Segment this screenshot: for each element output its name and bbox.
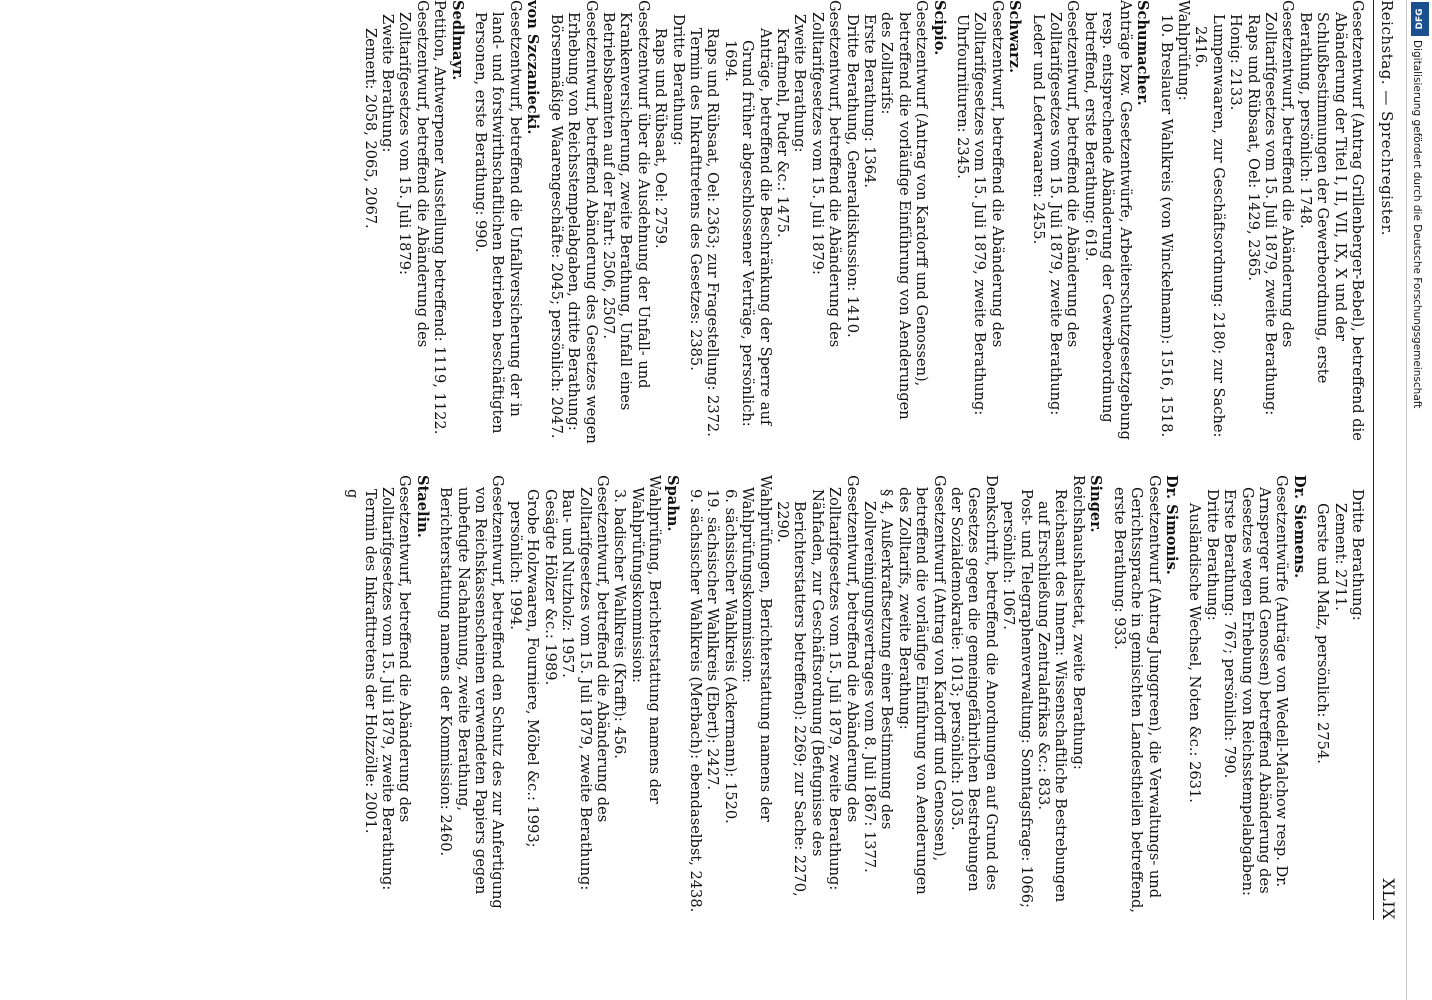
register-entry: Nähfaden, zur Geschäftsordnung (Befugnisse des Berichterstatters betreffend): 2269; zur Sache: 2270, 2290.: [774, 489, 826, 897]
register-entry: Erste Berathung: 767; persönlich: 790.: [1221, 489, 1239, 779]
register-entry: Gesetzentwurf über die Ausdehnung der Unfall- und Krankenversicherung, zweite Berathung, Unfall eines Betriebsbeamten auf der Fahrt: 2506, 2507.: [599, 0, 652, 411]
register-entry: Denkschrift, betreffend die Anordnungen auf Grund des Gesetzes gegen die gemeingefährlichen Bestrebungen der Sozialdemokratie: 1013; persönlich: 1035.: [948, 475, 1000, 892]
speaker-name: Sedlmayr.: [448, 0, 466, 81]
speaker-name: Dr. Simonis.: [1162, 475, 1180, 575]
register-entry: 9. sächsischer Wahlkreis (Merbach): ebendaselbst, 2438.: [686, 489, 704, 913]
register-entry: 3. badischer Wahlkreis (Krafft): 456.: [611, 489, 629, 759]
register-entry: Reichshaushaltsetat, zweite Berathung:: [1069, 475, 1087, 770]
register-entry: Gesetzentwurf, betreffend die Unfallversicherung der in land- und forstwirthschaftlichen Betrieben beschäftigten Personen, erste Berathung: 990.: [472, 0, 524, 434]
dfg-logo: [1411, 2, 1429, 36]
register-entry: 19. sächsischer Wahlkreis (Ebert): 2427.: [704, 489, 722, 791]
register-entry: Anträge bzw. Gesetzentwürfe, Arbeiterschutzgesetzgebung resp. entsprechende Abänderung der Gewerbeordnung betreffend, erste Berathung: 619.: [1081, 0, 1134, 440]
register-entry: Gesetzentwurf, betreffend Abänderung des Gesetzes wegen Erhebung von Reichsstempelabgaben, dritte Berathung:: [565, 0, 600, 444]
register-entry: Termin des Inkrafttretens der Holzzölle: 2001.: [361, 489, 379, 834]
register-entry: Gesetzentwurf, betreffend die Abänderung des Zolltarifgesetzes vom 15. Juli 1879, zweite Berathung:: [971, 0, 1006, 416]
register-entry: Börsenmäßige Waarengeschäfte: 2045; persönlich: 2047.: [547, 14, 565, 439]
digitization-strip: [1406, 0, 1432, 1000]
register-entry: Gesetzentwurf, betreffend die Abänderung des Zolltarifgesetzes vom 15. Juli 1879, zweite Berathung:: [379, 475, 414, 891]
register-entry: Kraftmehl, Puder &c.: 1475.: [774, 28, 791, 238]
register-entry: Dritte Berathung:: [669, 14, 687, 146]
register-entry: Gesetzentwurf, betreffend die Abänderung des Zolltarifgesetzes vom 15. Juli 1879:: [396, 0, 431, 348]
register-entry: Zweite Berathung:: [379, 14, 397, 153]
page-number: XLIX: [1379, 878, 1398, 920]
register-entry: Ausländische Wechsel, Noten &c.: 2631.: [1186, 503, 1204, 803]
register-entry: Reichsamt des Innern: Wissenschaftliche Bestrebungen auf Erschließung Zentralafrikas &c.: 833.: [1035, 489, 1070, 903]
column-left: [361, 0, 1366, 445]
register-entry: § 4, Außerkraftsetzung einer Bestimmung des Zollvereinigungsvertrages vom 8. Juli 1867: 1377.: [861, 489, 896, 873]
speaker-name: Spahn.: [663, 475, 681, 532]
register-entry: Zweite Berathung:: [791, 14, 809, 153]
register-entry: Gerste und Malz, persönlich: 2754.: [1314, 503, 1332, 764]
register-entry: Termin des Inkrafttretens des Gesetzes: 2385.: [686, 28, 704, 371]
register-entry: 10. Breslauer Wahlkreis (von Winckelmann): 1516, 1518.: [1157, 14, 1175, 438]
digitization-credit: Digitalisierung gefördert durch die Deutsche Forschungsgemeinschaft: [1411, 40, 1423, 409]
register-entry: Gesägte Hölzer &c.: 1989.: [541, 489, 559, 686]
dfg-logo-text: DFG: [1415, 8, 1425, 30]
register-entry: Post- und Telegraphenverwaltung: Sonntagsfrage: 1066; persönlich: 1067.: [1000, 489, 1035, 908]
register-entry: Raps und Rübsaat, Oel: 2759.: [652, 28, 670, 249]
register-entry: Raps und Rübsaat, Oel: 2363; zur Fragestellung: 2372.: [704, 28, 722, 437]
rotated-page: [30, 0, 1410, 940]
register-entry: g: [344, 489, 362, 499]
register-entry: Gesetzentwurf, betreffend die Abänderung des Zolltarifgesetzes vom 15. Juli 1879:: [808, 0, 844, 348]
register-entry: Gesetzentwurf, betreffend die Abänderung des Zolltarifgesetzes vom 15. Juli 1879, zweite Berathung:: [1047, 0, 1082, 416]
register-entry: Wahlprüfung, Berichterstattung namens der Wahlprüfungskommission:: [628, 475, 664, 804]
register-entry: Uhrfournituren: 2345.: [954, 14, 972, 179]
register-entry: Gesetzentwurf, betreffend den Schutz des zur Anfertigung von Reichskassenscheinen verwendeten Papiers gegen unbefugte Nachahmung, zweite Berathung, Berichterstattung namens der Kommission: 2460.: [437, 475, 507, 909]
register-entry: Honig: 2133.: [1227, 14, 1245, 111]
register-entry: Gesetzentwurf (Antrag von Kardorff und Genossen), betreffend die vorläufige Einführung von Aenderungen des Zolltarifs:: [878, 0, 931, 420]
register-entry: Erste Berathung: 1364.: [861, 14, 879, 189]
column-right: [344, 475, 1366, 920]
register-entry: Gesetzentwurf (Antrag Junggreen), die Verwaltungs- und Gerichtssprache in gemischten Landestheilen betreffend, erste Berathung: 933.: [1110, 475, 1163, 914]
speaker-name: Staelin.: [413, 475, 431, 538]
register-entry: Lumpenwaaren, zur Geschäftsordnung: 2180; zur Sache: 2416.: [1192, 14, 1227, 438]
register-entry: Bau- und Nutzholz: 1957.: [559, 489, 577, 678]
register-entry: Raps und Rübsaat, Oel: 1429, 2365.: [1244, 14, 1262, 282]
register-entry: Gesetzentwürfe (Anträge von Wedell-Malchow resp. Dr. Arnsperger und Genossen) betreffend Abänderung des Gesetzes wegen Erhebung von Reichsstempelabgaben:: [1238, 475, 1291, 896]
page-header: [1373, 0, 1402, 920]
register-entry: Gesetzentwurf, betreffend die Abänderung des Zolltarifgesetzes vom 15. Juli 1879, zweite Berathung:: [826, 475, 861, 891]
register-entry: Gesetzentwurf (Antrag von Kardorff und Genossen), betreffend die vorläufige Einführung von Aenderungen des Zolltarifs, zweite Berathung:: [895, 475, 948, 895]
register-entry: 6. sächsischer Wahlkreis (Ackermann): 1520.: [721, 489, 739, 824]
speaker-name: Dr. Siemens.: [1290, 475, 1308, 579]
register-entry: Anträge, betreffend die Beschränkung der Sperre auf Grund früher abgeschlossener Verträge, persönlich: 1694.: [721, 28, 774, 427]
speaker-name: Singer.: [1087, 475, 1105, 533]
register-entry: Dritte Berathung:: [1203, 489, 1221, 621]
register-entry: Wahlprüfung:: [1174, 0, 1192, 101]
speaker-name: Schumacher.: [1134, 0, 1152, 106]
register-entry: Zement: 2711.: [1331, 503, 1349, 611]
register-entry: Gesetzentwurf, betreffend die Abänderung des Zolltarifgesetzes vom 15. Juli 1879, zweite Berathung:: [1261, 0, 1297, 416]
register-entry: Gesetzentwurf (Antrag Grillenberger-Bebel), betreffend die Abänderung der Titel I, II, VII, IX, X und der Schlußbestimmungen der Gewerbeordnung, erste Berathung, persönlich: 1748.: [1296, 0, 1366, 441]
register-entry: Gesetzentwurf, betreffend die Abänderung des Zolltarifgesetzes vom 15. Juli 1879, zweite Berathung:: [576, 475, 611, 891]
register-entry: Petition, Antwerpener Ausstellung betreffend: 1119, 1122.: [431, 0, 449, 435]
header-title: Reichstag. — Sprechregister.: [1378, 0, 1396, 236]
register-entry: Grobe Holzwaaren, Fourniere, Möbel &c.: 1993; persönlich: 1994.: [506, 489, 542, 848]
register-entry: Wahlprüfungen, Berichterstattung namens der Wahlprüfungskommission:: [739, 475, 774, 822]
speaker-name: Scipio.: [930, 0, 948, 56]
speaker-name: von Szczaniecki.: [524, 0, 542, 135]
speaker-name: Schwarz.: [1006, 0, 1024, 74]
register-entry: Dritte Berathung, Generaldiskussion: 1410.: [843, 14, 861, 338]
register-entry: Dritte Berathung:: [1349, 489, 1366, 621]
register-entry: Leder und Lederwaaren: 2455.: [1029, 14, 1047, 245]
register-entry: Zement: 2058, 2065, 2067.: [361, 28, 379, 229]
